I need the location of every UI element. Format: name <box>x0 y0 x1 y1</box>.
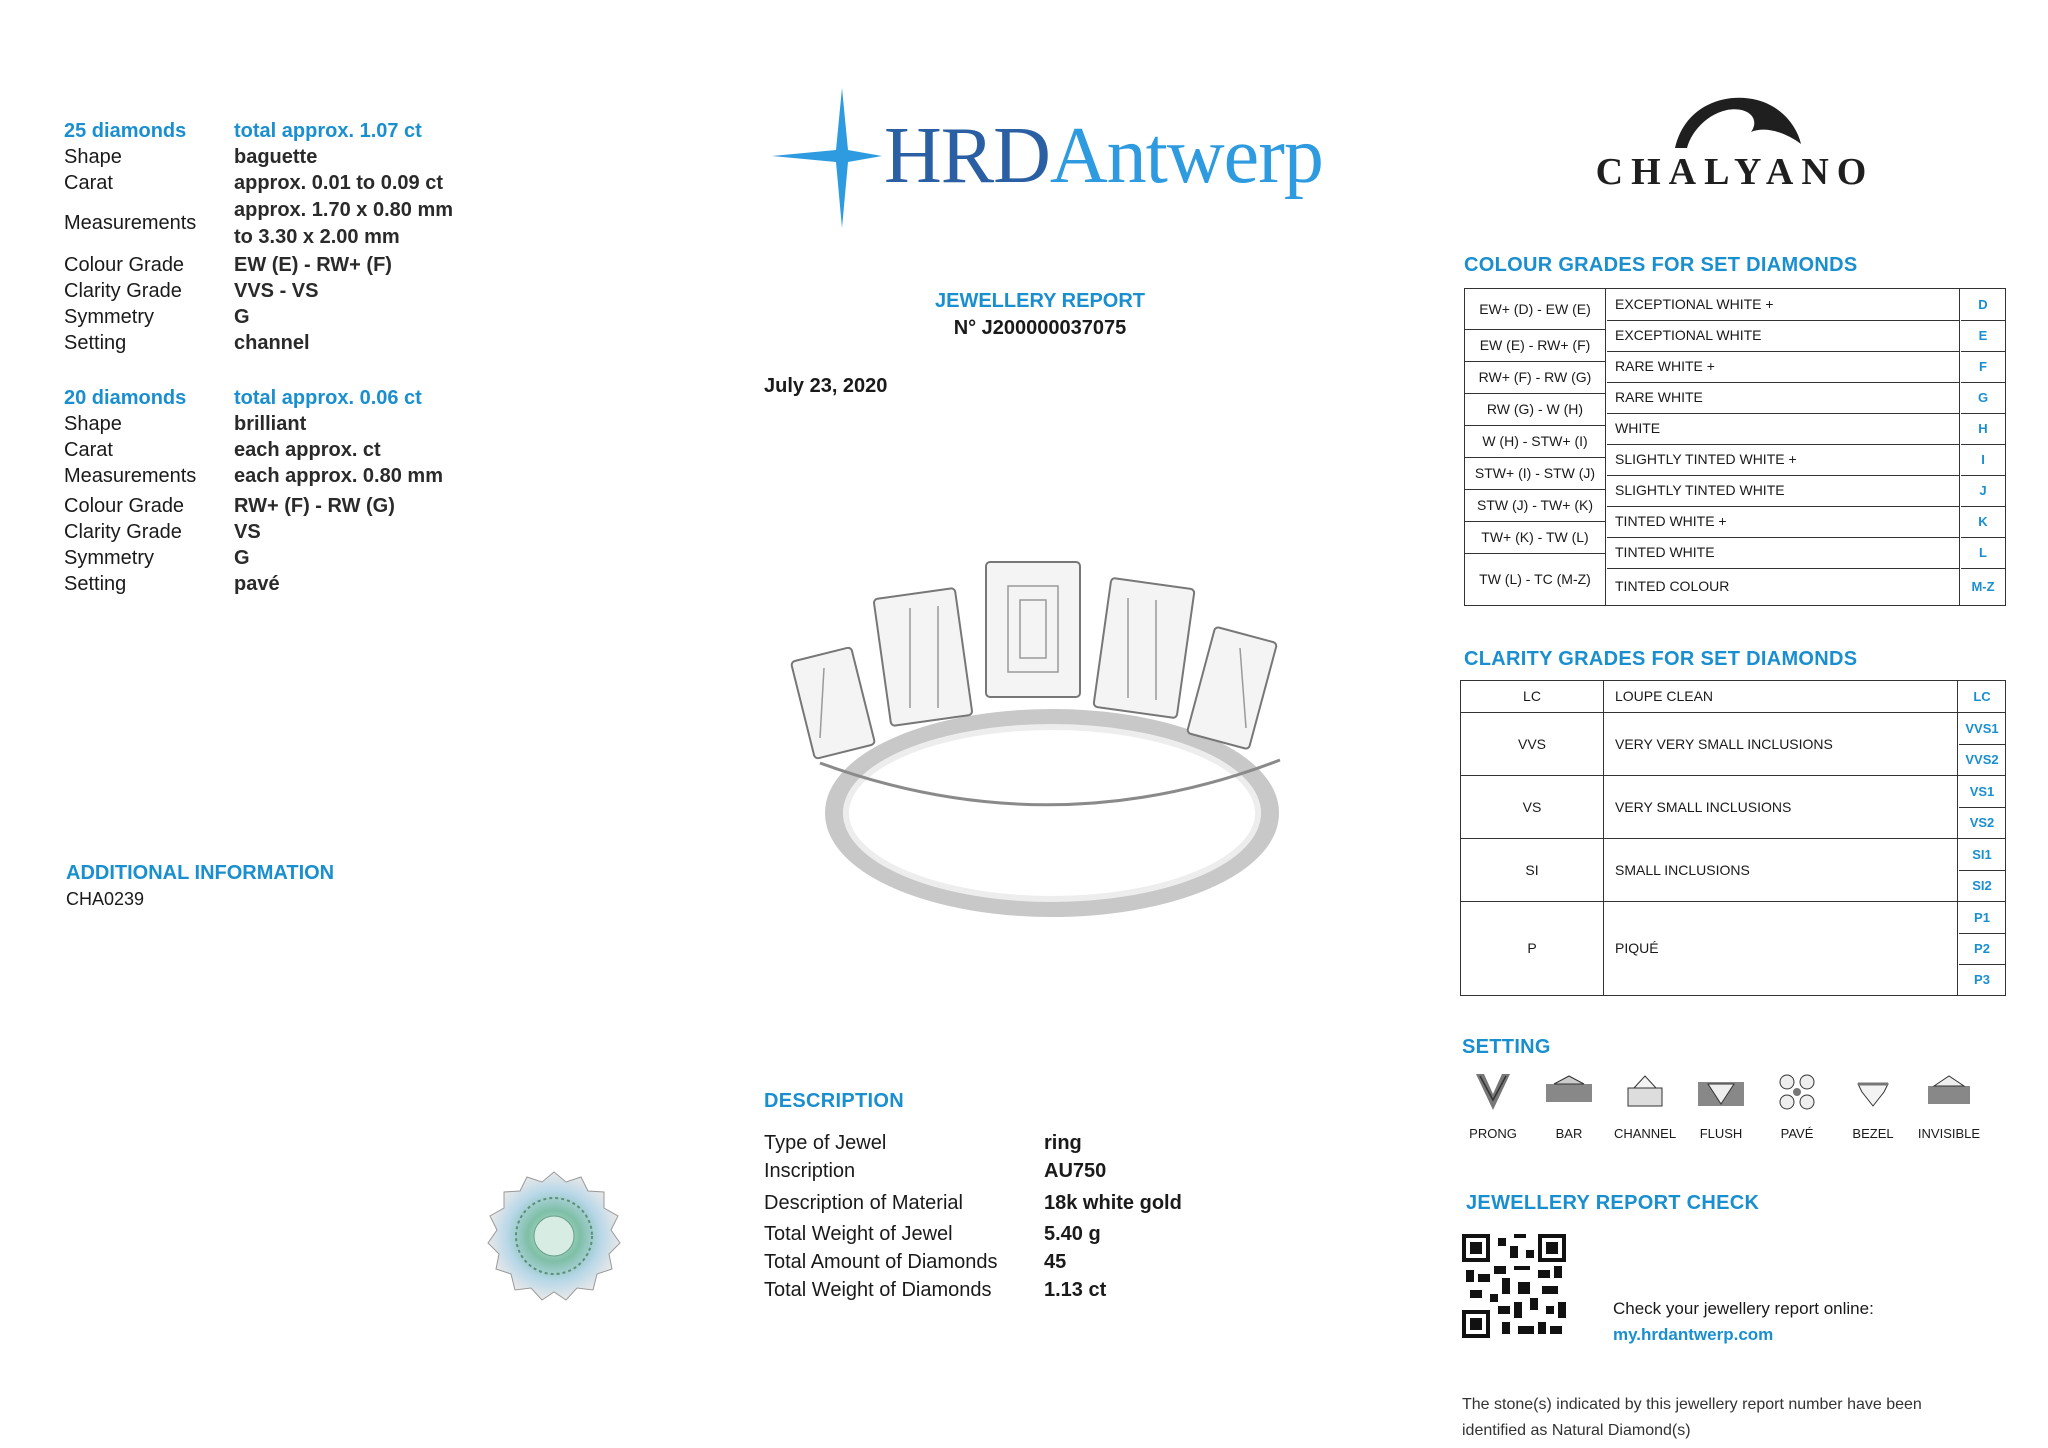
setting-prong <box>1455 1070 1531 1141</box>
colour-letter: H <box>1961 413 2005 445</box>
spec-value: brilliant <box>234 413 307 435</box>
setting-icons <box>1455 1070 2015 1150</box>
desc-label: Description of Material <box>764 1192 963 1214</box>
chalyano-mark-icon <box>1665 92 1805 150</box>
report-check-text <box>1613 1296 1874 1348</box>
prong-setting-icon <box>1468 1070 1518 1114</box>
colour-letter-col <box>1961 289 2005 605</box>
clarity-row <box>1461 776 2005 839</box>
colour-desc: WHITE <box>1607 413 1959 445</box>
spec-value-cont: to 3.30 x 2.00 mm <box>234 226 400 248</box>
natural-diamond-note <box>1462 1392 1922 1444</box>
colour-desc: EXCEPTIONAL WHITE <box>1607 320 1959 352</box>
desc-label: Type of Jewel <box>764 1132 887 1154</box>
colour-code: RW (G) - W (H) <box>1465 393 1605 426</box>
colour-code: RW+ (F) - RW (G) <box>1465 361 1605 394</box>
clarity-row <box>1461 681 2005 713</box>
colour-grades-table <box>1464 288 2006 606</box>
colour-letter: J <box>1961 475 2005 507</box>
clarity-letter: LC <box>1973 689 1991 704</box>
colour-code: W (H) - STW+ (I) <box>1465 425 1605 458</box>
colour-desc: EXCEPTIONAL WHITE + <box>1607 289 1959 321</box>
desc-value: AU750 <box>1044 1160 1107 1182</box>
description-section <box>764 1090 1284 1310</box>
footer-line-2: identified as Natural Diamond(s) <box>1462 1422 1691 1439</box>
check-url-link[interactable]: my.hrdantwerp.com <box>1613 1325 1774 1344</box>
setting-label: FLUSH <box>1699 1126 1743 1141</box>
hologram-seal <box>484 1168 624 1308</box>
spec-label: Colour Grade <box>64 495 185 517</box>
ring-photo <box>790 548 1310 928</box>
clarity-letter: SI1 <box>1959 839 2005 871</box>
desc-label: Total Weight of Jewel <box>764 1223 953 1245</box>
additional-info-value: CHA0239 <box>66 889 145 909</box>
desc-value: 18k white gold <box>1044 1192 1182 1214</box>
colour-desc: SLIGHTLY TINTED WHITE + <box>1607 444 1959 476</box>
spec-label: Symmetry <box>64 306 154 328</box>
spec-value: VVS - VS <box>234 280 319 302</box>
hrd-logo <box>772 88 1332 228</box>
spec-value: approx. 0.01 to 0.09 ct <box>234 172 443 194</box>
colour-letter: L <box>1961 537 2005 569</box>
clarity-letter: VVS1 <box>1959 713 2005 745</box>
clarity-code: P <box>1461 902 1604 995</box>
clarity-code: VS <box>1461 776 1604 838</box>
clarity-desc: SMALL INCLUSIONS <box>1605 839 1958 901</box>
colour-code-col <box>1465 289 1606 605</box>
setting-pave <box>1759 1070 1835 1141</box>
setting-channel <box>1607 1070 1683 1141</box>
stone-total: total approx. 0.06 ct <box>234 387 422 409</box>
colour-grades-title: COLOUR GRADES FOR SET DIAMONDS <box>1464 254 1858 276</box>
additional-info <box>66 862 334 910</box>
clarity-letter: VS2 <box>1969 815 1995 830</box>
qr-code-icon <box>1462 1234 1566 1338</box>
setting-bar <box>1531 1070 1607 1141</box>
bezel-setting-icon <box>1848 1070 1898 1114</box>
clarity-row <box>1461 902 2005 995</box>
colour-code: EW (E) - RW+ (F) <box>1465 329 1605 362</box>
spec-label: Colour Grade <box>64 254 185 276</box>
spec-value: approx. 1.70 x 0.80 mm <box>234 199 454 221</box>
clarity-grades-table <box>1460 680 2006 996</box>
desc-value: 5.40 g <box>1044 1223 1101 1245</box>
check-instruction: Check your jewellery report online: <box>1613 1299 1874 1318</box>
stone-count: 20 diamonds <box>64 387 187 409</box>
colour-code: EW+ (D) - EW (E) <box>1465 289 1605 330</box>
clarity-desc: VERY VERY SMALL INCLUSIONS <box>1605 713 1958 775</box>
spec-value: pavé <box>234 573 280 595</box>
colour-desc: TINTED WHITE <box>1607 537 1959 569</box>
antwerp-logo-text: Antwerp <box>1049 112 1323 200</box>
colour-desc: TINTED WHITE + <box>1607 506 1959 538</box>
colour-desc: SLIGHTLY TINTED WHITE <box>1607 475 1959 507</box>
report-check-title: JEWELLERY REPORT CHECK <box>1466 1192 1760 1214</box>
stone-group-2 <box>64 385 484 595</box>
clarity-row <box>1461 713 2005 776</box>
stone-group-1 <box>64 118 484 368</box>
setting-invisible <box>1911 1070 1987 1141</box>
chalyano-wordmark: CHALYANO <box>1595 151 1875 193</box>
desc-value: ring <box>1044 1132 1082 1154</box>
colour-letter: G <box>1961 382 2005 414</box>
bar-setting-icon <box>1544 1070 1594 1114</box>
desc-label: Inscription <box>764 1160 856 1182</box>
flush-setting-icon <box>1696 1070 1746 1114</box>
clarity-letter: P1 <box>1959 902 2005 934</box>
colour-letter: M-Z <box>1971 579 1995 594</box>
colour-code: STW (J) - TW+ (K) <box>1465 489 1605 522</box>
desc-label: Total Amount of Diamonds <box>764 1251 998 1273</box>
desc-value: 1.13 ct <box>1044 1279 1107 1301</box>
setting-flush <box>1683 1070 1759 1141</box>
setting-bezel <box>1835 1070 1911 1141</box>
pave-setting-icon <box>1772 1070 1822 1114</box>
desc-value: 45 <box>1044 1251 1067 1273</box>
hrd-logo-text: HRD <box>884 112 1050 200</box>
report-title: JEWELLERY REPORT <box>934 290 1146 312</box>
stone-count: 25 diamonds <box>64 120 187 142</box>
spec-value: each approx. 0.80 mm <box>234 465 443 487</box>
setting-label: CHANNEL <box>1613 1126 1677 1141</box>
spec-label: Shape <box>64 413 122 435</box>
spec-label: Symmetry <box>64 547 154 569</box>
clarity-desc: LOUPE CLEAN <box>1605 681 1958 712</box>
colour-letter: K <box>1961 506 2005 538</box>
colour-code: STW+ (I) - STW (J) <box>1465 457 1605 490</box>
spec-value: G <box>234 547 250 569</box>
clarity-letter: P3 <box>1974 972 1990 987</box>
colour-desc-col <box>1607 289 1960 605</box>
colour-letter: F <box>1961 351 2005 383</box>
spec-value: each approx. ct <box>234 439 381 461</box>
qr-code[interactable] <box>1462 1234 1566 1338</box>
spec-label: Clarity Grade <box>64 521 182 543</box>
clarity-row <box>1461 839 2005 902</box>
clarity-letter: SI2 <box>1972 878 1992 893</box>
footer-line-1: The stone(s) indicated by this jewellery report number have been <box>1462 1396 1922 1413</box>
spec-value: G <box>234 306 250 328</box>
additional-info-title: ADDITIONAL INFORMATION <box>66 862 335 884</box>
setting-label: INVISIBLE <box>1917 1126 1981 1141</box>
spec-value: baguette <box>234 146 318 168</box>
spec-label: Carat <box>64 439 113 461</box>
setting-label: BAR <box>1555 1126 1583 1141</box>
clarity-code: VVS <box>1461 713 1604 775</box>
report-date: July 23, 2020 <box>764 375 888 397</box>
clarity-grades-title: CLARITY GRADES FOR SET DIAMONDS <box>1464 648 1858 670</box>
colour-letter: I <box>1961 444 2005 476</box>
spec-label: Measurements <box>64 212 197 234</box>
chalyano-logo <box>1570 92 1900 192</box>
colour-letter: E <box>1961 320 2005 352</box>
spec-label: Measurements <box>64 465 197 487</box>
clarity-letter: P2 <box>1959 933 2005 965</box>
spec-value: channel <box>234 332 310 354</box>
clarity-desc: VERY SMALL INCLUSIONS <box>1605 776 1958 838</box>
spec-label: Clarity Grade <box>64 280 182 302</box>
report-header <box>880 290 1200 340</box>
invisible-setting-icon <box>1924 1070 1974 1114</box>
channel-setting-icon <box>1620 1070 1670 1114</box>
spec-value: EW (E) - RW+ (F) <box>234 254 392 276</box>
colour-code: TW (L) - TC (M-Z) <box>1479 571 1591 587</box>
colour-desc: RARE WHITE + <box>1607 351 1959 383</box>
clarity-letter: VS1 <box>1959 776 2005 808</box>
spec-label: Carat <box>64 172 113 194</box>
clarity-desc: PIQUÉ <box>1605 902 1958 995</box>
report-number: N° J200000037075 <box>953 317 1127 339</box>
clarity-letter: VVS2 <box>1965 752 1999 767</box>
setting-label: PRONG <box>1469 1126 1517 1141</box>
setting-label: BEZEL <box>1852 1126 1894 1141</box>
spec-label: Setting <box>64 332 127 354</box>
setting-label: PAVÉ <box>1780 1126 1814 1141</box>
colour-desc: RARE WHITE <box>1607 382 1959 414</box>
clarity-code: SI <box>1461 839 1604 901</box>
spec-label: Setting <box>64 573 127 595</box>
spec-label: Shape <box>64 146 122 168</box>
description-title: DESCRIPTION <box>764 1090 904 1112</box>
spec-value: RW+ (F) - RW (G) <box>234 495 395 517</box>
colour-desc: TINTED COLOUR <box>1615 578 1730 594</box>
colour-code: TW+ (K) - TW (L) <box>1465 521 1605 554</box>
colour-letter: D <box>1961 289 2005 321</box>
clarity-code: LC <box>1461 681 1604 712</box>
desc-label: Total Weight of Diamonds <box>764 1279 992 1301</box>
setting-title: SETTING <box>1462 1036 1551 1058</box>
stone-total: total approx. 1.07 ct <box>234 120 422 142</box>
spec-value: VS <box>234 521 261 543</box>
